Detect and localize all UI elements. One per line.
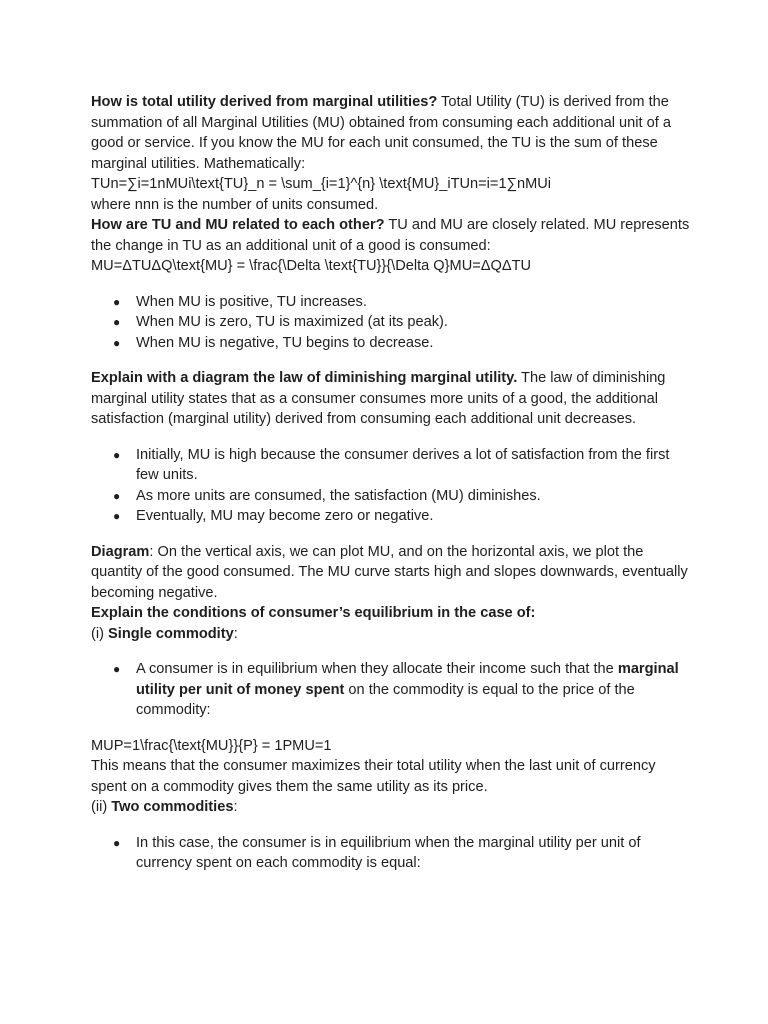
bullet-icon: ● bbox=[113, 662, 121, 676]
bullet-icon: ● bbox=[113, 509, 121, 523]
list-item: ● When MU is negative, TU begins to decrease. bbox=[91, 333, 691, 354]
list-single-commodity bbox=[91, 659, 691, 721]
list-item: ● When MU is positive, TU increases. bbox=[91, 292, 691, 313]
answer-text: TU and MU are closely related. MU represents the change in TU as an additional unit of a good is consumed: bbox=[91, 217, 690, 254]
list-item: ● When MU is zero, TU is maximized (at its peak). bbox=[91, 312, 691, 333]
equilibrium-heading: Explain the conditions of consumer’s equilibrium in the case of: bbox=[91, 605, 536, 621]
question-heading: How is total utility derived from marginal utilities? bbox=[91, 94, 438, 110]
list-item: ● A consumer is in equilibrium when they allocate their income such that the marginal utility per unit of money spent on the commodity is equal to the price of the commodity: bbox=[113, 661, 679, 718]
bullet-icon: ● bbox=[113, 447, 121, 462]
answer-text: The law of diminishing marginal utility states that as a consumer consumes more units of a good, the additional satisfaction (marginal utility) derived from consuming each additional unit decreases. bbox=[91, 370, 666, 427]
list-item: ● Eventually, MU may become zero or negative. bbox=[91, 506, 691, 527]
answer-text: Total Utility (TU) is derived from the summation of all Marginal Utilities (MU) obtained from consuming each additional unit of a good or service. If you know the MU for each unit consumed, the TU is the sum of these marginal utilities. Mathematically: bbox=[91, 94, 671, 172]
paragraph-tu-mu-relation bbox=[91, 215, 691, 256]
paragraph-diminishing-mu bbox=[91, 368, 691, 430]
question-heading: How are TU and MU related to each other? bbox=[91, 217, 385, 233]
paragraph-tu-from-mu bbox=[91, 92, 691, 174]
paragraph-explain: This means that the consumer maximizes their total utility when the last unit of currency spent on a commodity gives them the same utility as its price. bbox=[91, 758, 656, 795]
diagram-label: Diagram bbox=[91, 543, 150, 560]
list-item: ● As more units are consumed, the satisfaction (MU) diminishes. bbox=[91, 486, 691, 507]
formula-equilibrium: MUP=1\frac{\text{MU}}{P} = 1PMU=1 bbox=[91, 737, 332, 754]
bullet-icon: ● bbox=[113, 335, 121, 350]
single-commodity-heading: (i) Single commodity: bbox=[91, 625, 238, 642]
document-page bbox=[91, 92, 691, 874]
bullet-icon: ● bbox=[113, 835, 121, 850]
bullet-icon: ● bbox=[113, 488, 121, 503]
formula-mu-ratio: MU=ΔTUΔQ\text{MU} = \frac{\Delta \text{TU}}{\Delta Q}MU=ΔQΔTU bbox=[91, 258, 532, 274]
question-heading: Explain with a diagram the law of diminishing marginal utility. bbox=[91, 370, 518, 386]
list-tu-mu bbox=[91, 292, 691, 354]
paragraph-diagram: Diagram: On the vertical axis, we can plot MU, and on the horizontal axis, we plot the quantity of the good consumed. The MU curve starts high and slopes downwards, eventually becoming negative. bbox=[91, 543, 688, 601]
two-commodities-heading: (ii) Two commodities: bbox=[91, 799, 238, 815]
list-diminishing-mu bbox=[91, 445, 691, 527]
list-item: ● Initially, MU is high because the consumer derives a lot of satisfaction from the first few units. bbox=[113, 446, 670, 483]
bullet-icon: ● bbox=[113, 294, 121, 309]
list-item: ● In this case, the consumer is in equilibrium when the marginal utility per unit of currency spent on each commodity is equal: bbox=[113, 834, 641, 871]
formula-note: where nnn is the number of units consumed. bbox=[91, 196, 379, 213]
list-two-commodities bbox=[91, 833, 691, 874]
formula-tu-sum: TUn=∑i=1nMUi\text{TU}_n = \sum_{i=1}^{n} \text{MU}_iTUn=i=1∑nMUi bbox=[91, 176, 552, 192]
bullet-icon: ● bbox=[113, 315, 121, 329]
